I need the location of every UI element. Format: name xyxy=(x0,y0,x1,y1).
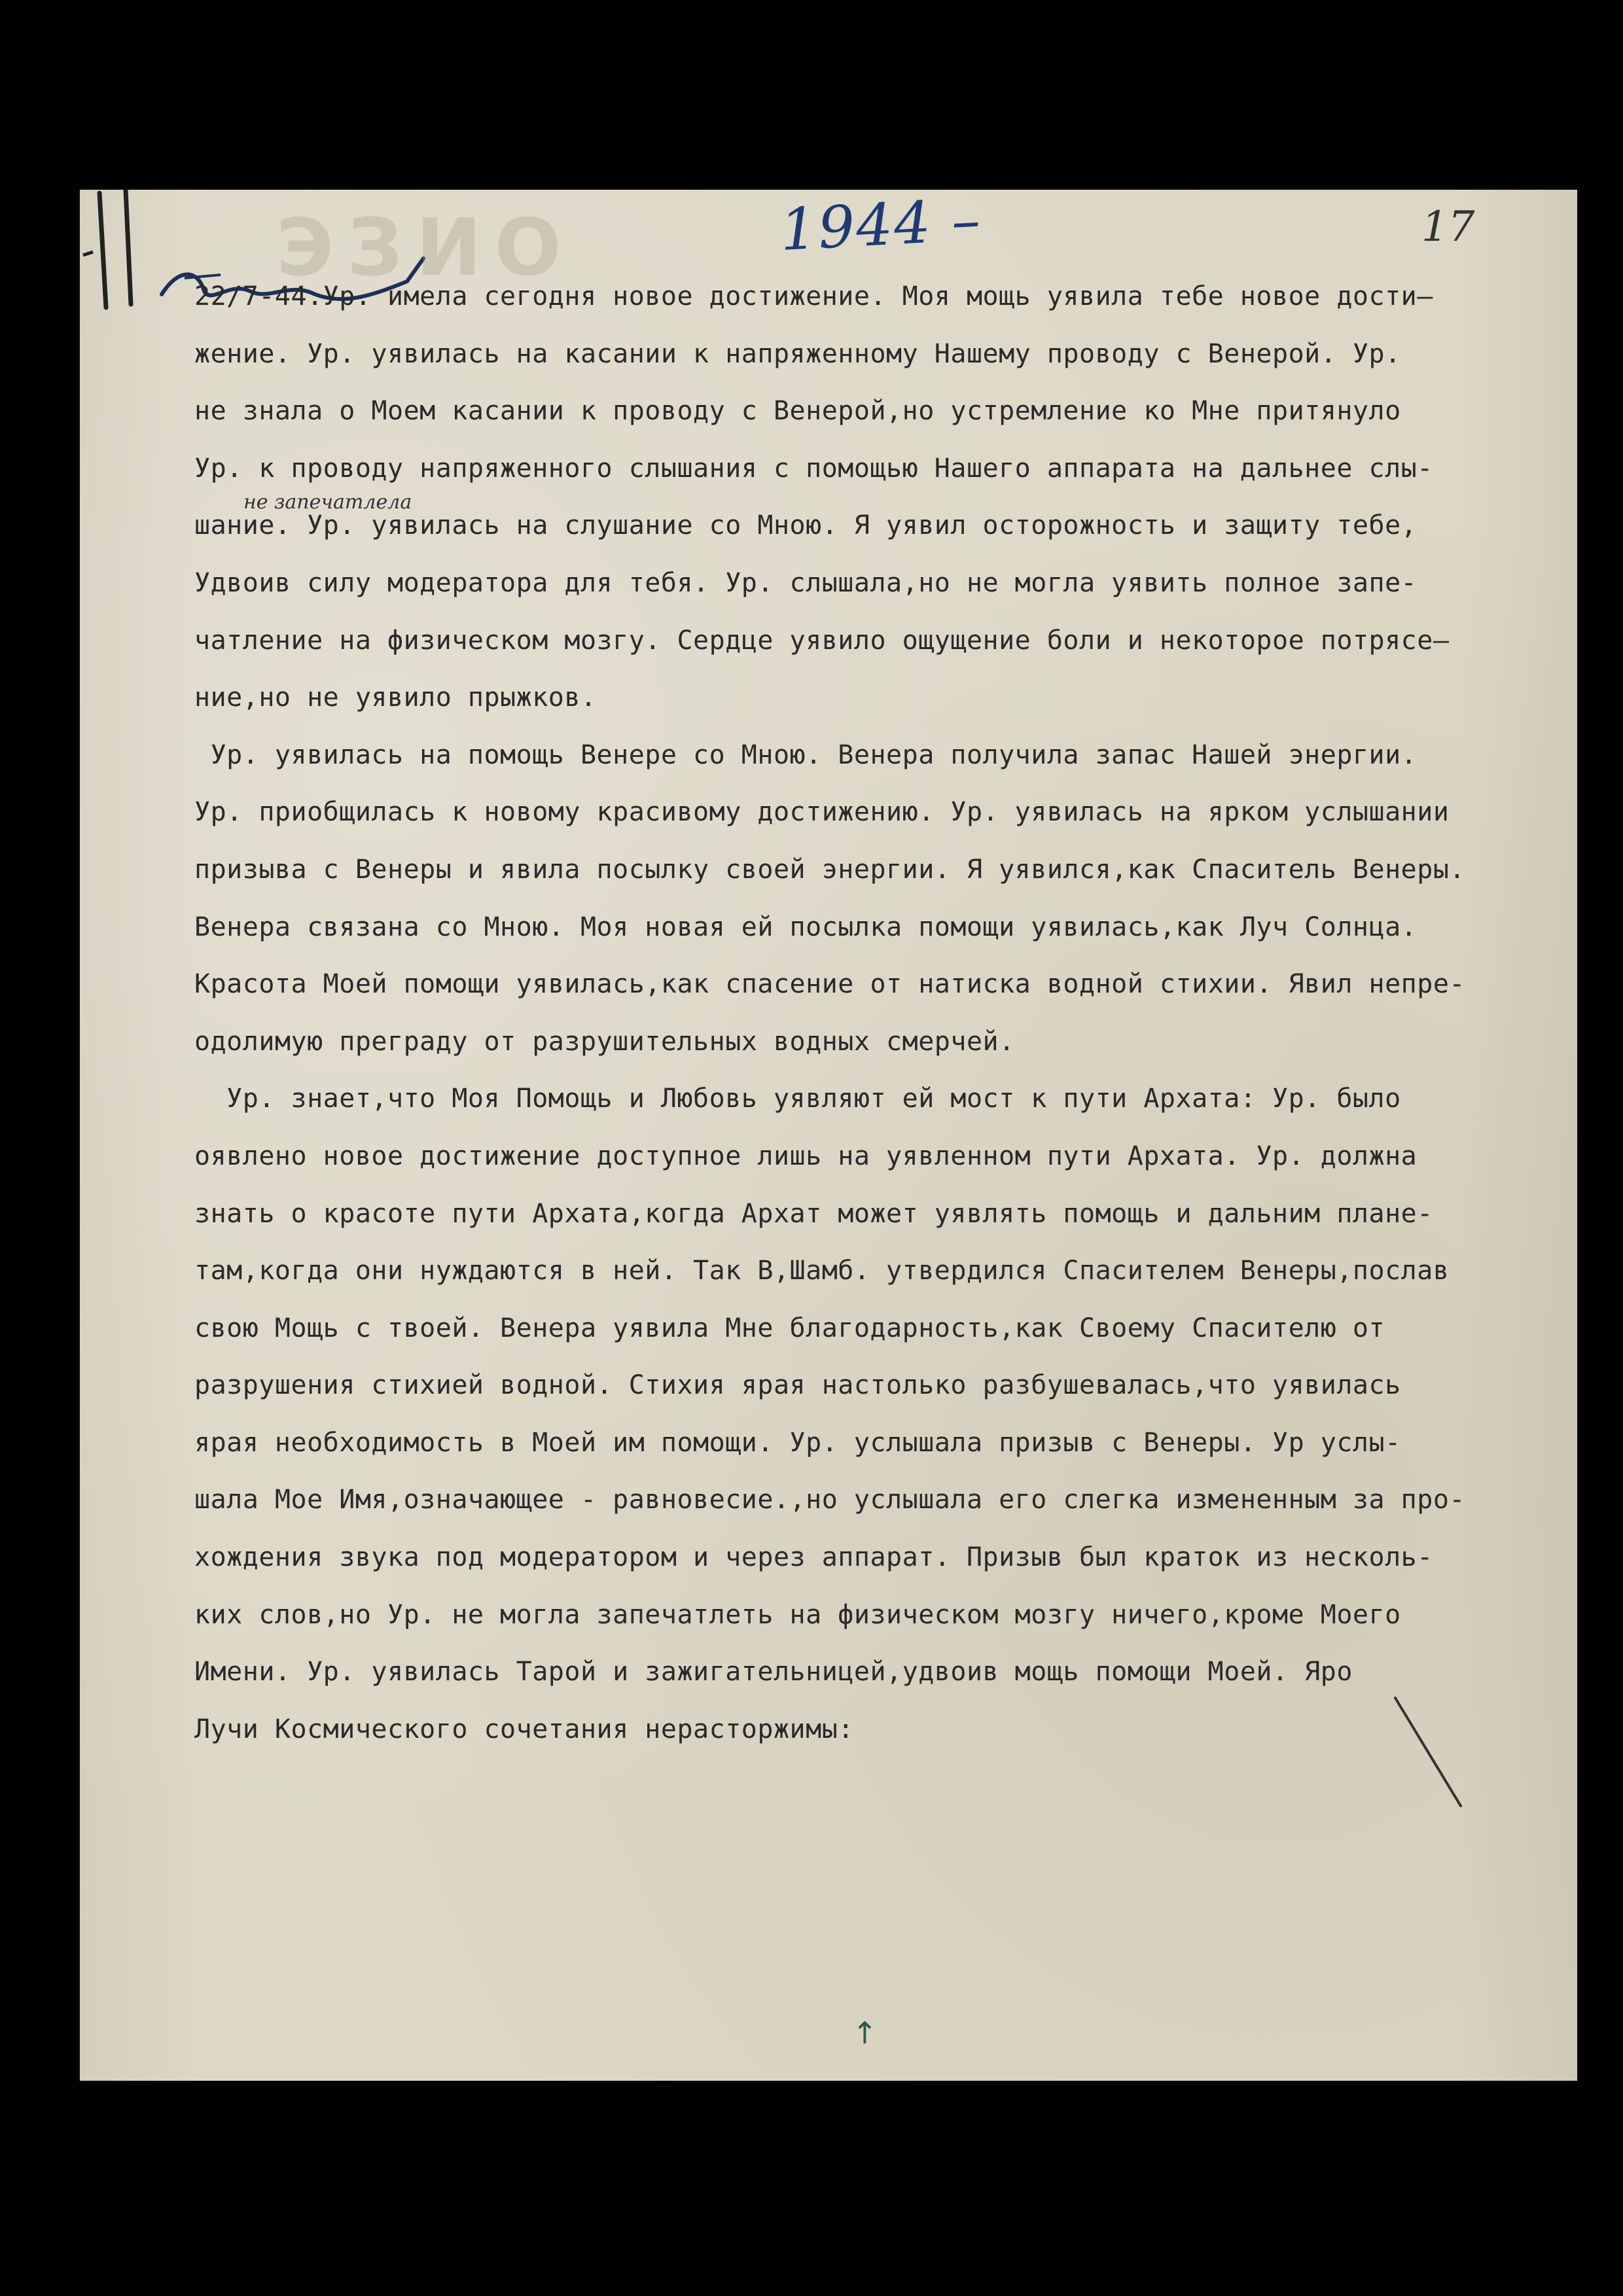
text-line: там,когда они нуждаются в ней. Так В,Шамб. утвердился Спасителем Венеры,послав xyxy=(194,1256,1450,1286)
text-line: Венера связана со Мною. Моя новая ей посылка помощи уявилась,как Луч Солнца. xyxy=(194,911,1418,942)
text-line: ние,но не уявило прыжков. xyxy=(194,682,597,713)
pencil-diagonal-stroke xyxy=(1389,1695,1467,1812)
text-line: Удвоив силу модератора для тебя. Ур. слышала,но не могла уявить полное запе- xyxy=(194,567,1418,598)
text-line: одолимую преграду от разрушительных водных смерчей. xyxy=(194,1026,1015,1057)
text-line: ярая необходимость в Моей им помощи. Ур. услышала призыв с Венеры. Ур услы- xyxy=(194,1427,1401,1458)
text-line: знать о красоте пути Архата,когда Архат может уявлять помощь и дальним плане- xyxy=(194,1198,1433,1229)
text-line: шала Мое Имя,означающее - равновесие.,но услышала его слегка измененным за про- xyxy=(194,1485,1465,1515)
text-line: призыва с Венеры и явила посылку своей энергии. Я уявился,как Спаситель Венеры. xyxy=(194,854,1465,885)
text-line: 22/7-44.Ур. имела сегодня новое достижение. Моя мощь уявила тебе новое дости– xyxy=(194,281,1433,311)
text-line: Лучи Космического сочетания нерасторжимы: xyxy=(194,1714,854,1744)
text-line: Ур. знает,что Моя Помощь и Любовь уявляют ей мост к пути Архата: Ур. было xyxy=(194,1084,1401,1114)
typewritten-text-block xyxy=(194,268,1556,1758)
faded-stamp-impression: ЭЗИО xyxy=(276,203,575,294)
text-line: Ур. уявилась на помощь Венере со Мною. Венера получила запас Нашей энергии. xyxy=(194,739,1418,770)
typed-document-page xyxy=(80,186,1577,2081)
bottom-check-mark: ↑ xyxy=(852,2015,878,2051)
text-line: разрушения стихией водной. Стихия ярая настолько разбушевалась,что уявилась xyxy=(194,1370,1401,1401)
text-line: свою Мощь с твоей. Венера уявила Мне благодарность,как Своему Спасителю от xyxy=(194,1313,1385,1343)
text-line: Ур. к проводу напряженного слышания с помощью Нашего аппарата на дальнее слы- xyxy=(194,453,1433,484)
text-line: жение. Ур. уявилась на касании к напряженному Нашему проводу с Венерой. Ур. xyxy=(194,338,1401,369)
text-line: шание. Ур. уявилась на слушание со Мною. Я уявил осторожность и защиту тебе, xyxy=(194,510,1418,541)
text-line: хождения звука под модератором и через аппарат. Призыв был краток из несколь- xyxy=(194,1542,1433,1573)
margin-correction-note: не запечатлела xyxy=(243,491,412,514)
page-number: 17 xyxy=(1421,203,1475,251)
text-line: не знала о Моем касании к проводу с Венерой,но устремление ко Мне притянуло xyxy=(194,396,1401,427)
handwritten-year-note: 1944 – xyxy=(778,186,984,264)
text-line: оявлено новое достижение доступное лишь на уявленном пути Архата. Ур. должна xyxy=(194,1140,1418,1171)
text-line: Имени. Ур. уявилась Тарой и зажигательницей,удвоив мощь помощи Моей. Ярo xyxy=(194,1657,1353,1687)
text-line: ких слов,но Ур. не могла запечатлеть на физическом мозгу ничего,кроме Моего xyxy=(194,1599,1401,1630)
text-line: Красота Моей помощи уявилась,как спасение от натиска водной стихии. Явил непре- xyxy=(194,969,1465,1000)
pencil-corner-marks xyxy=(80,190,152,314)
text-line: Ур. приобщилась к новому красивому достижению. Ур. уявилась на ярком услышании xyxy=(194,797,1450,828)
text-line: чатление на физическом мозгу. Сердце уявило ощущение боли и некоторое потрясе– xyxy=(194,625,1450,656)
